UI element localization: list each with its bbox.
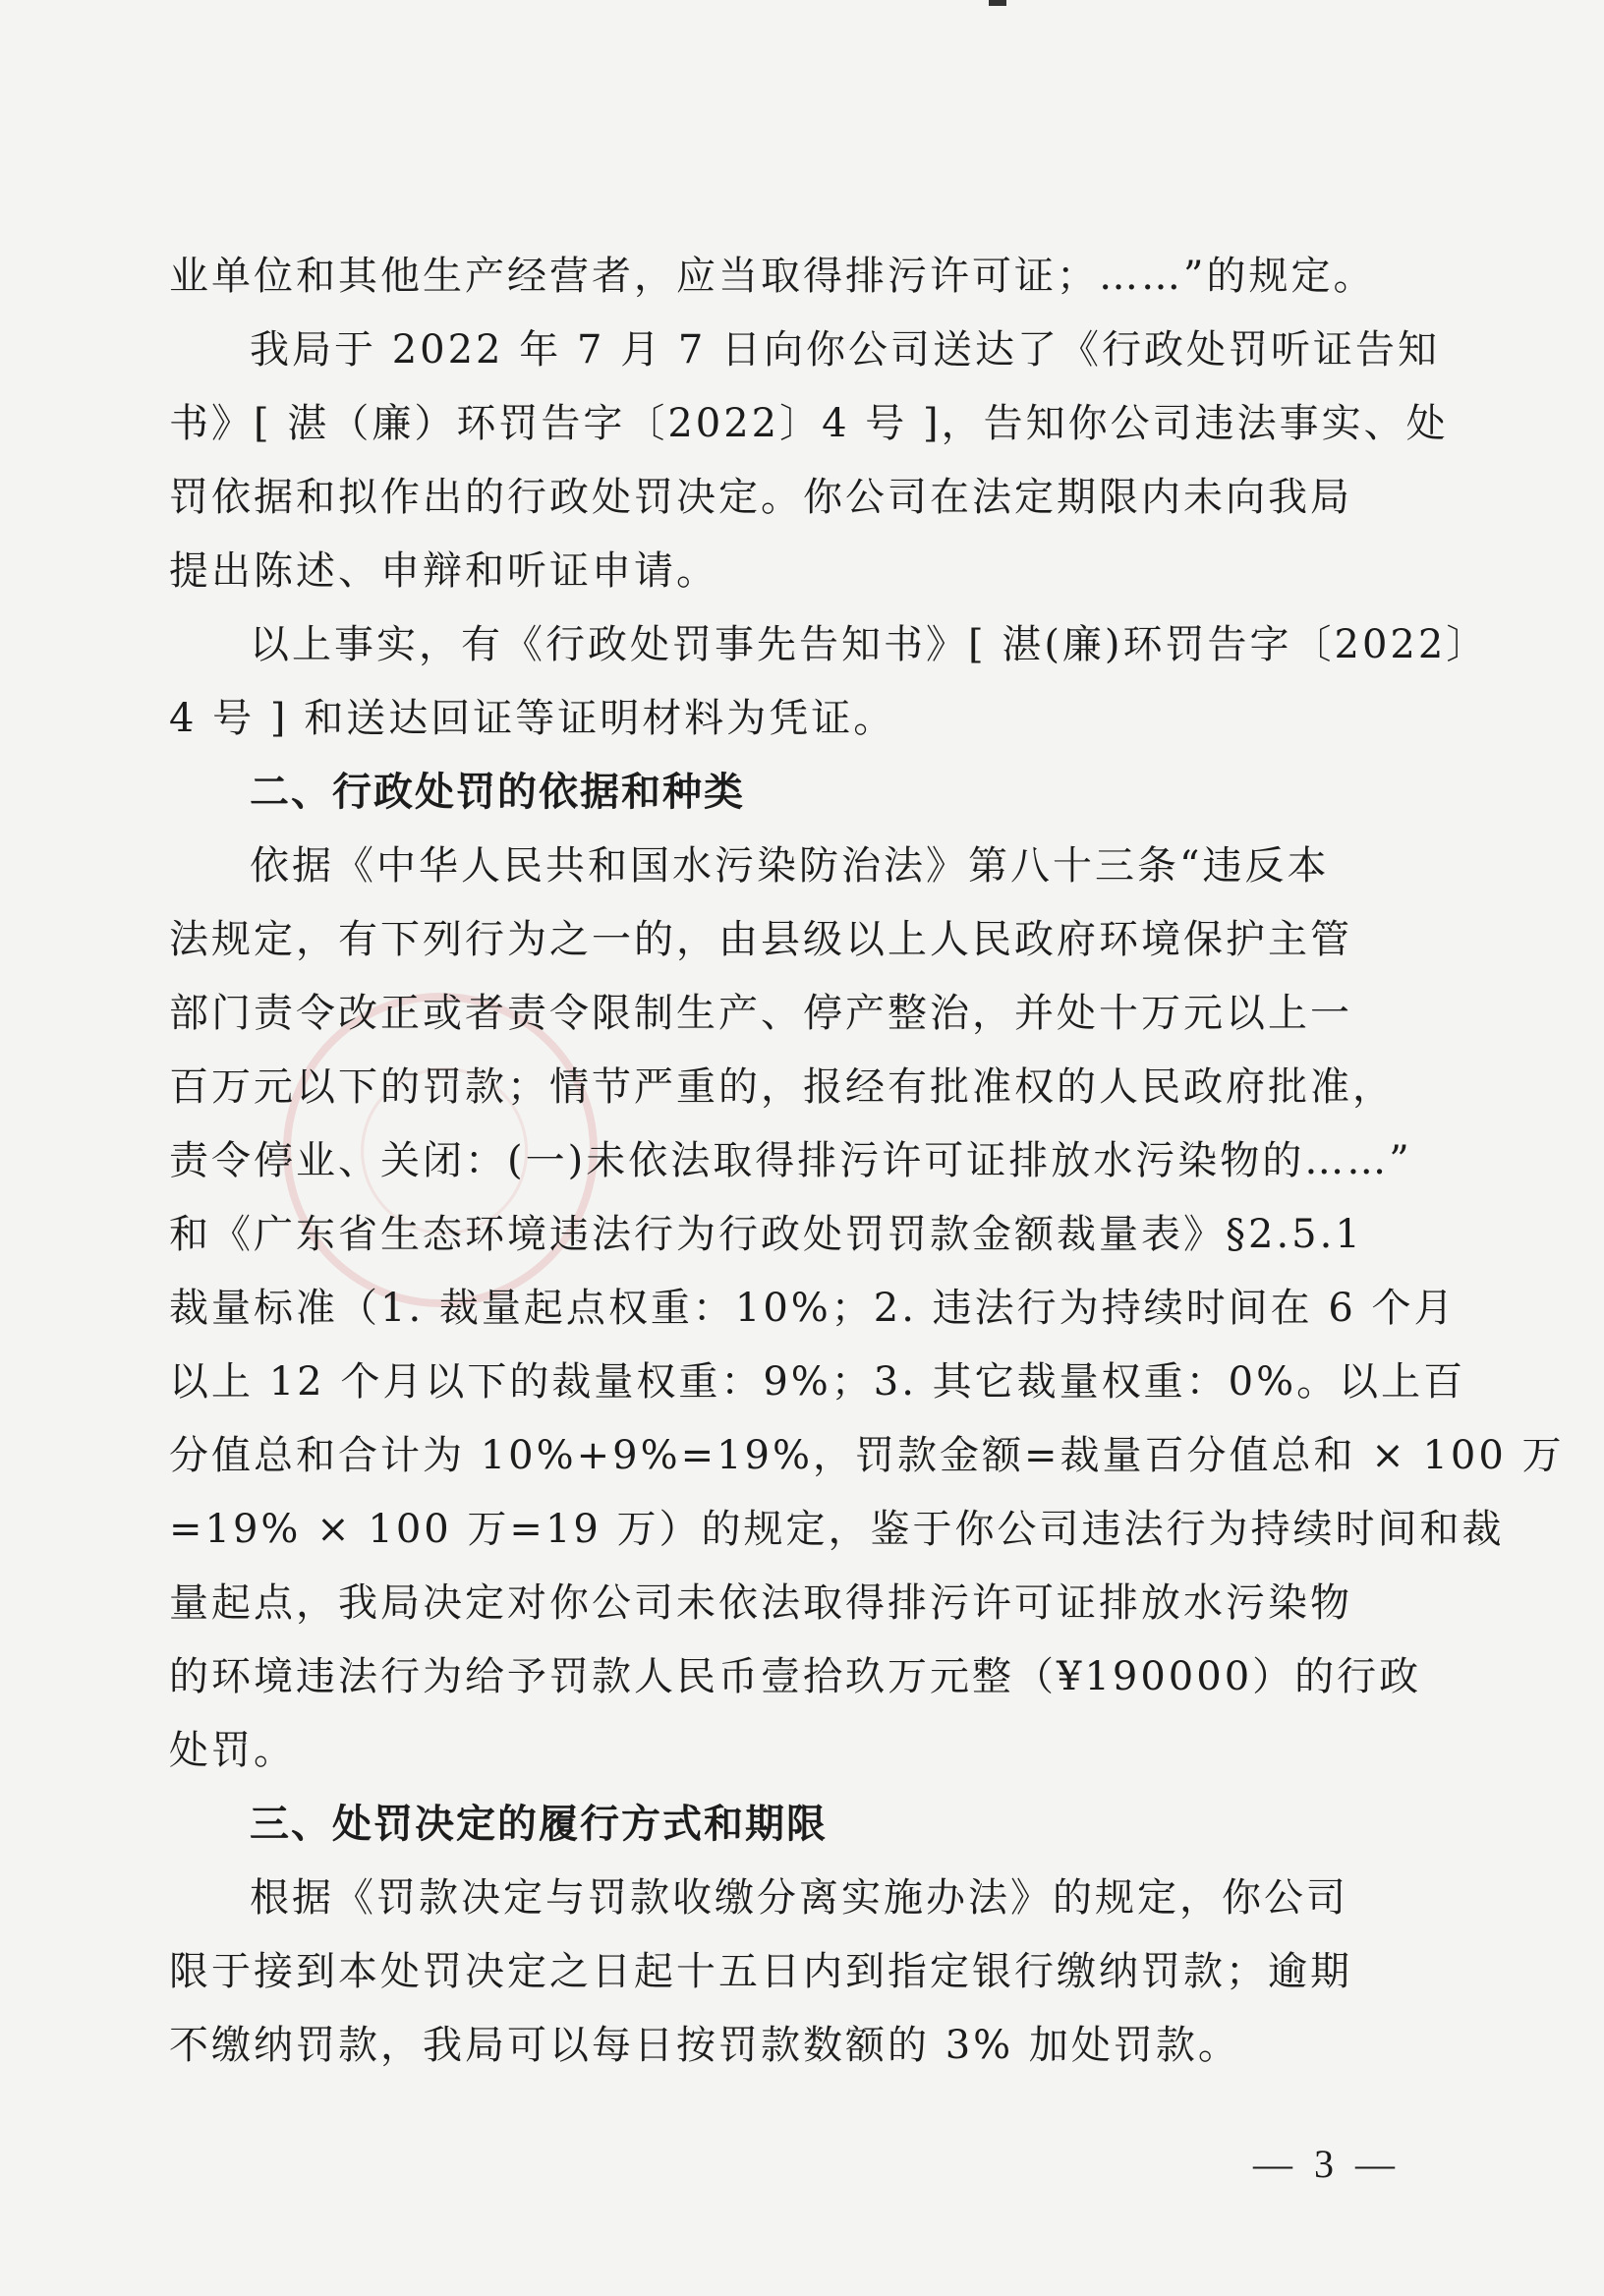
scan-mark xyxy=(989,0,1006,6)
page-number: — 3 — xyxy=(1253,2142,1401,2186)
section-heading: 三、处罚决定的履行方式和期限 xyxy=(250,1802,828,1847)
text-line: 限于接到本处罚决定之日起十五日内到指定银行缴纳罚款；逾期 xyxy=(169,1949,1352,1994)
text-line: 责令停业、关闭：(一)未依法取得排污许可证排放水污染物的……” xyxy=(169,1138,1412,1183)
text-line: 4 号 ] 和送达回证等证明材料为凭证。 xyxy=(169,696,896,741)
paragraph-line: 根据《罚款决定与罚款收缴分离实施办法》的规定，你公司 xyxy=(250,1875,1348,1921)
text-line: 百万元以下的罚款；情节严重的，报经有批准权的人民政府批准， xyxy=(169,1064,1395,1110)
paragraph-line: 依据《中华人民共和国水污染防治法》第八十三条“违反本 xyxy=(250,843,1330,889)
paragraph-line: 我局于 2022 年 7 月 7 日向你公司送达了《行政处罚听证告知 xyxy=(250,327,1440,373)
text-line: 处罚。 xyxy=(169,1728,296,1773)
text-line: 量起点，我局决定对你公司未依法取得排污许可证排放水污染物 xyxy=(169,1580,1352,1626)
text-line: 以上 12 个月以下的裁量权重：9%；3. 其它裁量权重：0%。以上百 xyxy=(169,1359,1466,1405)
document-body xyxy=(169,240,1565,2083)
text-line: 业单位和其他生产经营者，应当取得排污许可证；……”的规定。 xyxy=(169,254,1376,299)
paragraph-line: 以上事实，有《行政处罚事先告知书》[ 湛(廉)环罚告字〔2022〕 xyxy=(250,622,1489,667)
text-line: 的环境违法行为给予罚款人民币壹拾玖万元整（¥190000）的行政 xyxy=(169,1654,1422,1699)
text-line: 提出陈述、申辩和听证申请。 xyxy=(169,548,718,594)
text-line: 裁量标准（1. 裁量起点权重：10%；2. 违法行为持续时间在 6 个月 xyxy=(169,1286,1457,1331)
text-line: 和《广东省生态环境违法行为行政处罚罚款金额裁量表》§2.5.1 xyxy=(169,1212,1363,1257)
text-line: =19% × 100 万=19 万）的规定，鉴于你公司违法行为持续时间和裁 xyxy=(169,1507,1505,1552)
text-line: 分值总和合计为 10%+9%=19%，罚款金额=裁量百分值总和 × 100 万 xyxy=(169,1433,1565,1478)
text-line: 部门责令改正或者责令限制生产、停产整治，并处十万元以上一 xyxy=(169,991,1352,1036)
text-line: 法规定，有下列行为之一的，由县级以上人民政府环境保护主管 xyxy=(169,917,1352,962)
section-heading: 二、行政处罚的依据和种类 xyxy=(250,770,745,815)
text-line: 罚依据和拟作出的行政处罚决定。你公司在法定期限内未向我局 xyxy=(169,475,1352,520)
text-line: 不缴纳罚款，我局可以每日按罚款数额的 3% 加处罚款。 xyxy=(169,2023,1240,2068)
text-line: 书》[ 湛（廉）环罚告字〔2022〕4 号 ]，告知你公司违法事实、处 xyxy=(169,401,1449,446)
